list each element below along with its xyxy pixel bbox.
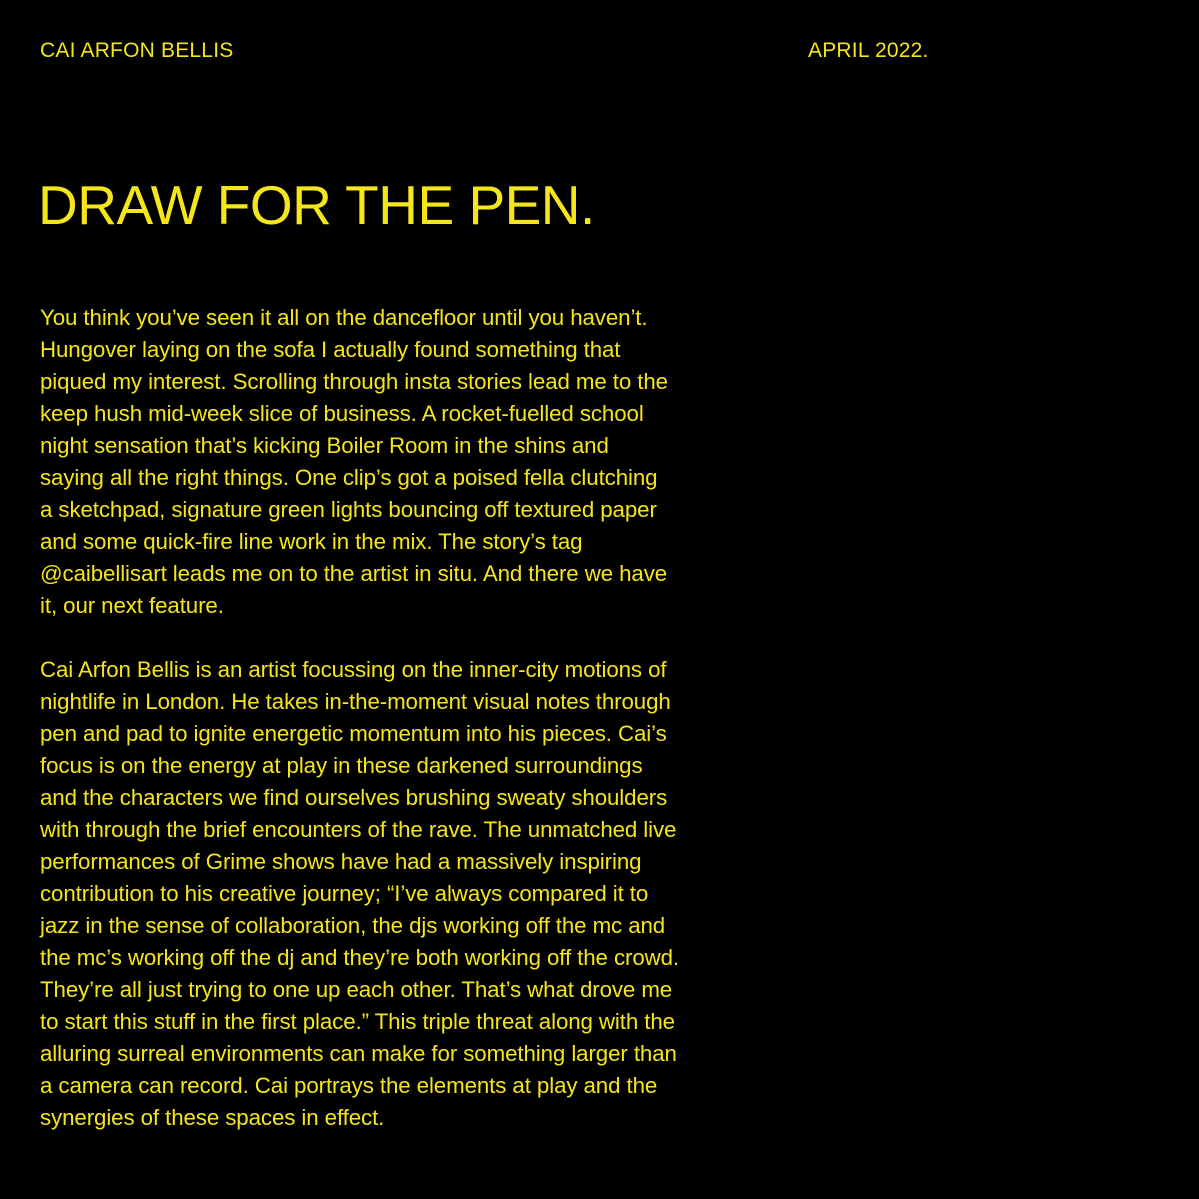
text-line: a camera can record. Cai portrays the elements at play and the bbox=[40, 1073, 658, 1098]
text-line: @caibellisart leads me on to the artist in situ. And there we have bbox=[40, 561, 668, 586]
text-line: focus is on the energy at play in these darkened surroundings bbox=[40, 753, 643, 778]
text-line: it, our next feature. bbox=[40, 593, 224, 618]
text-line: and the characters we find ourselves brushing sweaty shoulders bbox=[40, 785, 668, 810]
text-line: keep hush mid-week slice of business. A rocket-fuelled school bbox=[40, 401, 644, 426]
text-line: Hungover laying on the sofa I actually found something that bbox=[40, 337, 621, 362]
text-line: nightlife in London. He takes in-the-moment visual notes through bbox=[40, 689, 671, 714]
text-line: Cai Arfon Bellis is an artist focussing on the inner-city motions of bbox=[40, 657, 667, 682]
text-line: night sensation that’s kicking Boiler Room in the shins and bbox=[40, 433, 609, 458]
paragraph-artist bbox=[40, 654, 785, 1134]
article-body bbox=[40, 302, 785, 1134]
text-line: pen and pad to ignite energetic momentum into his pieces. Cai’s bbox=[40, 721, 667, 746]
publication-date: APRIL 2022. bbox=[808, 39, 929, 62]
text-line: with through the brief encounters of the rave. The unmatched live bbox=[40, 817, 677, 842]
text-line: jazz in the sense of collaboration, the djs working off the mc and bbox=[40, 913, 666, 938]
text-line: synergies of these spaces in effect. bbox=[40, 1105, 385, 1130]
text-line: and some quick-fire line work in the mix. The story’s tag bbox=[40, 529, 583, 554]
text-line: You think you’ve seen it all on the dancefloor until you haven’t. bbox=[40, 305, 648, 330]
article-title: DRAW FOR THE PEN. bbox=[38, 174, 595, 236]
text-line: performances of Grime shows have had a massively inspiring bbox=[40, 849, 642, 874]
text-line: piqued my interest. Scrolling through insta stories lead me to the bbox=[40, 369, 668, 394]
text-line: the mc’s working off the dj and they’re both working off the crowd. bbox=[40, 945, 680, 970]
text-line: a sketchpad, signature green lights bouncing off textured paper bbox=[40, 497, 657, 522]
text-line: to start this stuff in the first place.” This triple threat along with the bbox=[40, 1009, 675, 1034]
text-line: alluring surreal environments can make for something larger than bbox=[40, 1041, 677, 1066]
paragraph-intro bbox=[40, 302, 785, 622]
text-line: saying all the right things. One clip’s got a poised fella clutching bbox=[40, 465, 658, 490]
author-name: CAI ARFON BELLIS bbox=[40, 39, 234, 62]
text-line: They’re all just trying to one up each other. That’s what drove me bbox=[40, 977, 673, 1002]
text-line: contribution to his creative journey; “I’ve always compared it to bbox=[40, 881, 649, 906]
